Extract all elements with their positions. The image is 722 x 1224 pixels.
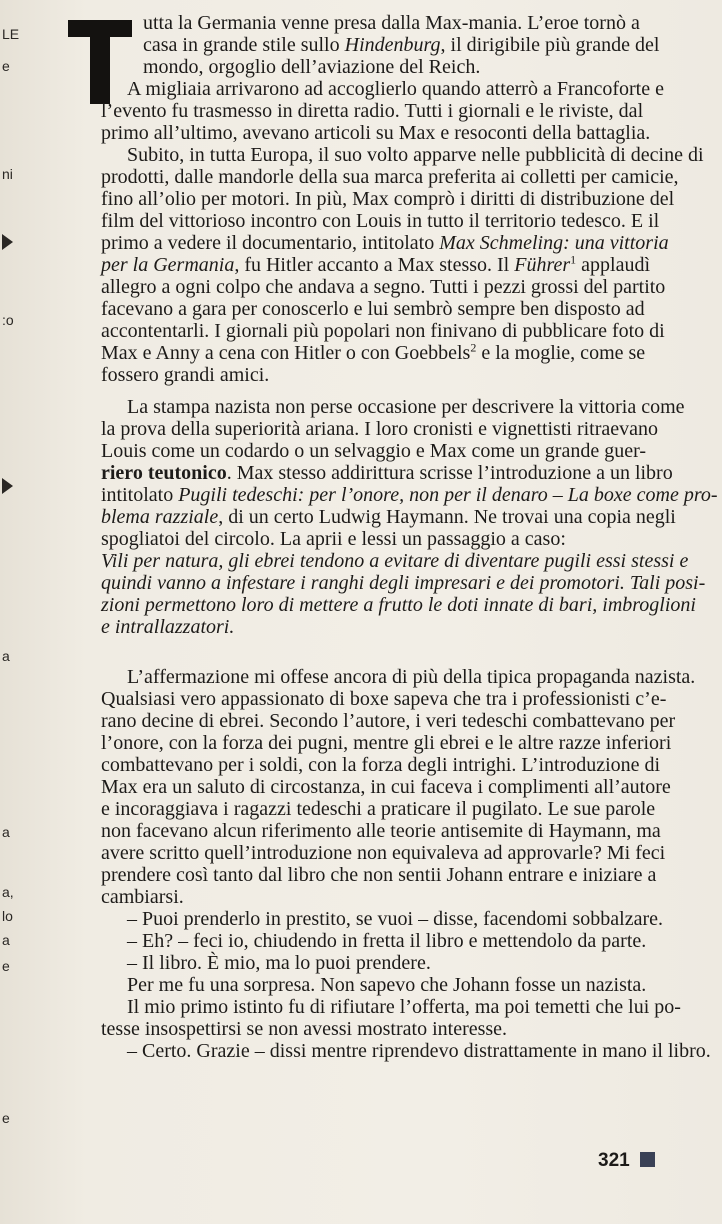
margin-fragment: e [2,958,10,974]
margin-fragment: a [2,824,10,840]
text-line: prodotti, dalle mandorle della sua marca preferita ai colletti per camicie, [101,166,679,188]
text-line: facevano a gara per conoscerlo e lui sembrò sempre ben disposto ad [101,298,645,320]
text-line: primo a vedere il documentario, intitolato Max Schmeling: una vittoria [101,232,669,254]
margin-fragment: lo [2,908,13,924]
text-line: intitolato Pugili tedeschi: per l’onore, non per il denaro – La boxe come pro- [101,484,718,506]
text-line: Il mio primo istinto fu di rifiutare l’offerta, ma poi temetti che lui po- [127,996,681,1018]
text-line: L’affermazione mi offese ancora di più della tipica propaganda nazista. [127,666,696,688]
text-line: casa in grande stile sullo Hindenburg, il dirigibile più grande del [143,34,660,56]
text-line: Louis come un codardo o un selvaggio e Max come un grande guer- [101,440,646,462]
text-line: Max era un saluto di circostanza, in cui faceva i complimenti all’autore [101,776,671,798]
margin-fragment: LE [2,26,20,42]
text-line: prendere così tanto dal libro che non sentii Johann entrare e iniziare a [101,864,657,886]
margin-fragment: :o [2,312,14,328]
text-line: tesse insospettirsi se non avessi mostrato interesse. [101,1018,508,1040]
margin-arrow-icon [2,478,13,494]
text-line: La stampa nazista non perse occasione per descrivere la vittoria come [127,396,685,418]
text-line: l’evento fu trasmesso in diretta radio. Tutti i giornali e le riviste, dal [101,100,644,122]
text-line: Subito, in tutta Europa, il suo volto apparve nelle pubblicità di decine di [127,144,704,166]
text-line: utta la Germania venne presa dalla Max-mania. L’eroe tornò a [143,12,640,34]
text-line: cambiarsi. [101,886,184,908]
quote-line: quindi vanno a infestare i ranghi degli impresari e dei promotori. Tali posi- [101,572,706,594]
text-line: per la Germania, fu Hitler accanto a Max stesso. Il Führer$^1$ applaudì [101,252,651,276]
margin-fragment: a [2,932,10,948]
text-line: fossero grandi amici. [101,364,270,386]
margin-fragment: e [2,58,10,74]
page-corner-mark-icon [640,1152,655,1167]
text-line: spogliatoi del circolo. La aprii e lessi un passaggio a caso: [101,528,566,550]
text-line: combattevano per i soldi, con la forza degli intrighi. L’introduzione di [101,754,661,776]
text-line: Per me fu una sorpresa. Non sapevo che Johann fosse un nazista. [127,974,647,996]
text-line: Max e Anny a cena con Hitler o con Goebbels$^2$ e la moglie, come se [101,340,646,364]
text-line: accontentarli. I giornali più popolari non finivano di pubblicare foto di [101,320,665,342]
quote-line: zioni permettono loro di mettere a frutto le doti innate di bari, imbroglioni [101,594,696,616]
text-line: primo all’ultimo, avevano articoli su Max e resoconti della battaglia. [101,122,651,144]
text-line: – Certo. Grazie – dissi mentre riprendevo distrattamente in mano il libro. [127,1040,711,1062]
text-line: fino all’olio per motori. In più, Max comprò i diritti di distribuzione del [101,188,675,210]
margin-fragment: a, [2,884,14,900]
drop-cap [68,20,132,104]
text-line: Qualsiasi vero appassionato di boxe sapeva che tra i professionisti c’e- [101,688,667,710]
quote-line: e intrallazzatori. [101,616,235,638]
text-line: film del vittorioso incontro con Louis in tutto il territorio tedesco. E il [101,210,660,232]
margin-fragment: ni [2,166,13,182]
text-line: e incoraggiava i ragazzi tedeschi a praticare il pugilato. Le sue parole [101,798,656,820]
text-line: allegro a ogni colpo che andava a segno. Tutti i pezzi grossi del partito [101,276,666,298]
text-line: non facevano alcun riferimento alle teorie antisemite di Haymann, ma [101,820,661,842]
quote-line: Vili per natura, gli ebrei tendono a evitare di diventare pugili essi stessi e [101,550,689,572]
margin-arrow-icon [2,234,13,250]
text-line: la prova della superiorità ariana. I loro cronisti e vignettisti ritraevano [101,418,659,440]
text-line: riero teutonico. Max stesso addirittura scrisse l’introduzione a un libro [101,462,673,484]
text-line: mondo, orgoglio dell’aviazione del Reich. [143,56,481,78]
text-line: avere scritto quell’introduzione non equivaleva ad approvarle? Mi feci [101,842,666,864]
margin-fragment: a [2,648,10,664]
text-line: A migliaia arrivarono ad accoglierlo quando atterrò a Francoforte e [127,78,664,100]
margin-fragment: e [2,1110,10,1126]
text-line: blema razziale, di un certo Ludwig Haymann. Ne trovai una copia negli [101,506,676,528]
text-line: – Il libro. È mio, ma lo puoi prendere. [127,952,431,974]
text-line: rano decine di ebrei. Secondo l’autore, i veri tedeschi combattevano per [101,710,676,732]
text-line: – Eh? – feci io, chiudendo in fretta il libro e mettendolo da parte. [127,930,647,952]
text-line: l’onore, con la forza dei pugni, mentre gli ebrei e le altre razze inferiori [101,732,672,754]
page-number: 321 [598,1150,630,1171]
text-line: – Puoi prenderlo in prestito, se vuoi – disse, facendomi sobbalzare. [127,908,663,930]
